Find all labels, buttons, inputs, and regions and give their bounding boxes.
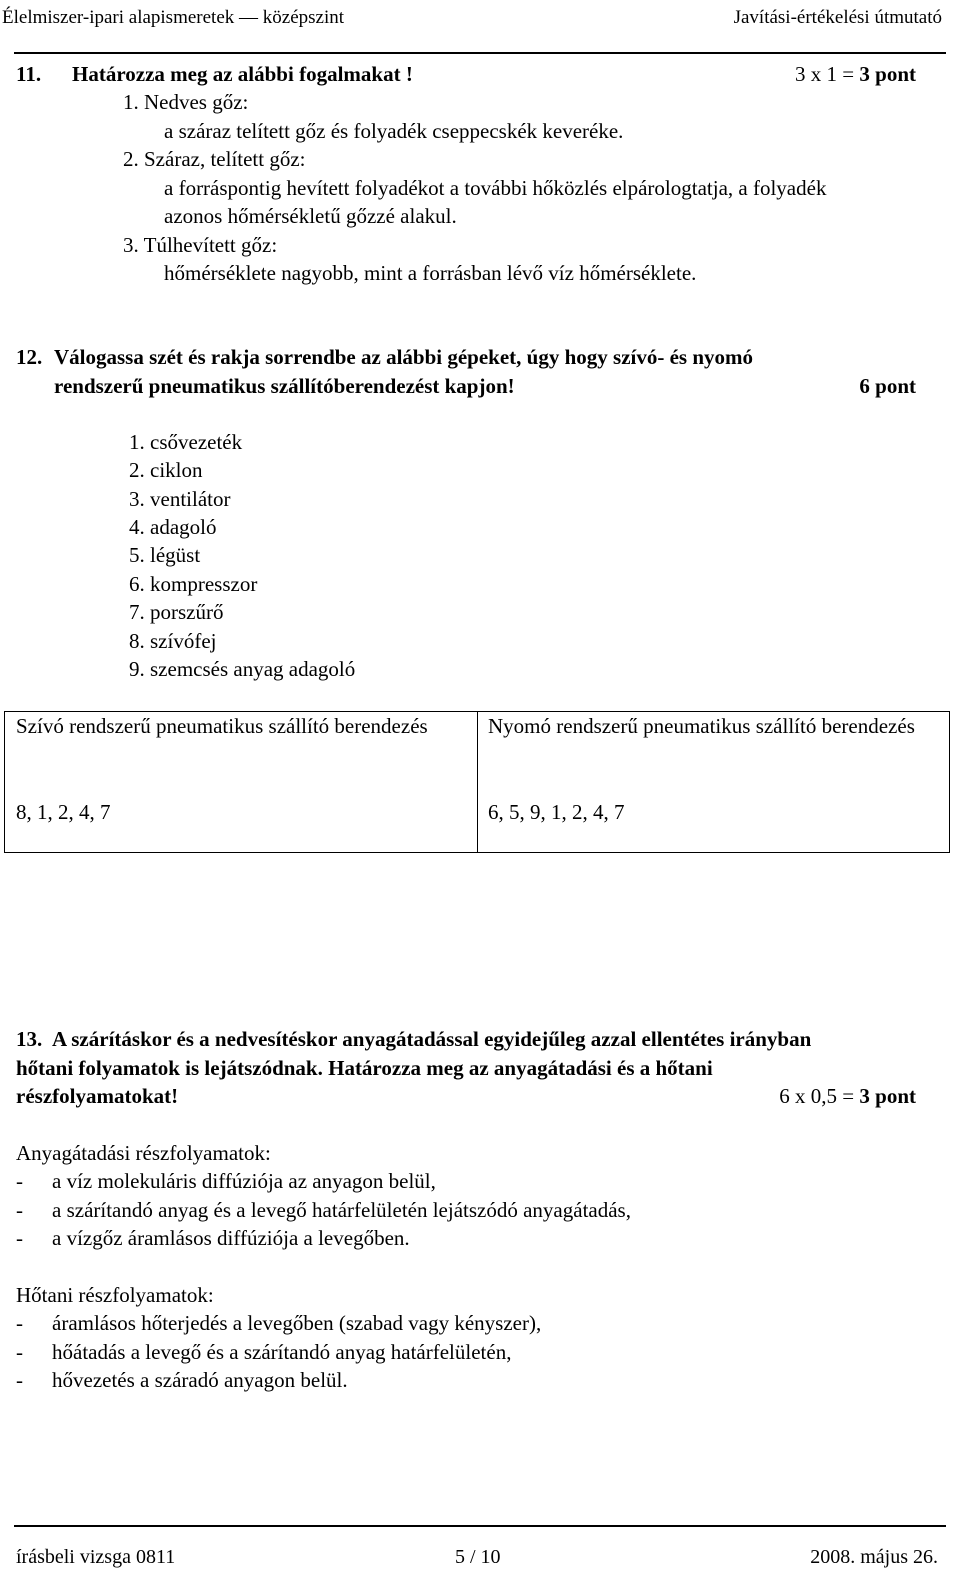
q13-mass-transfer-title: Anyagátadási részfolyamatok: [16,1141,271,1165]
q12-item: 1. csővezeték [129,430,243,454]
q11-title: Határozza meg az alábbi fogalmakat ! [72,62,413,86]
q13-line-2: hőtani folyamatok is lejátszódnak. Határozza meg az anyagátadási és a hőtani [16,1056,713,1080]
q13-number: 13. [16,1027,43,1051]
q13-mass-item: a szárítandó anyag és a levegő határfelületén lejátszódó anyagátadás, [52,1198,631,1222]
q13-heat-item: áramlásos hőterjedés a levegőben (szabad vagy kényszer), [52,1311,542,1335]
table-value-pressure: 6, 5, 9, 1, 2, 4, 7 [488,800,625,824]
list-dash: - [16,1198,23,1222]
q13-mass-item: a víz molekuláris diffúziója az anyagon belül, [52,1169,436,1193]
header-left: Élelmiszer-ipari alapismeretek — középszint [2,7,345,28]
q12-item: 5. légüst [129,543,201,567]
list-dash: - [16,1340,23,1364]
q12-item: 9. szemcsés anyag adagoló [129,657,356,681]
q12-item: 3. ventilátor [129,487,231,511]
q12-item: 4. adagoló [129,515,217,539]
q11-item-1-label: 1. Nedves gőz: [123,90,249,114]
table-header-suction: Szívó rendszerű pneumatikus szállító berendezés [16,714,428,738]
q12-line-1: Válogassa szét és rakja sorrendbe az alábbi gépeket, úgy hogy szívó- és nyomó [54,345,754,369]
q12-line-2: rendszerű pneumatikus szállítóberendezést kapjon! [54,374,515,398]
list-dash: - [16,1311,23,1335]
q12-item: 7. porszűrő [129,600,224,624]
table-column-divider [477,712,478,852]
list-dash: - [16,1368,23,1392]
table-value-suction: 8, 1, 2, 4, 7 [16,800,111,824]
q12-item: 2. ciklon [129,458,203,482]
footer-rule [14,1525,946,1527]
q11-number: 11. [16,62,42,86]
q12-item: 8. szívófej [129,629,217,653]
table-header-pressure: Nyomó rendszerű pneumatikus szállító berendezés [488,714,915,738]
header-rule [14,52,946,54]
q13-line-1: A szárításkor és a nedvesítéskor anyagátadással egyidejűleg azzal ellentétes irányban [52,1027,812,1051]
q12-item: 6. kompresszor [129,572,258,596]
q13-mass-item: a vízgőz áramlásos diffúziója a levegőben. [52,1226,410,1250]
q13-line-3: részfolyamatokat! [16,1084,179,1108]
header-right: Javítási-értékelési útmutató [733,7,942,28]
list-dash: - [16,1169,23,1193]
q13-heat-title: Hőtani részfolyamatok: [16,1283,214,1307]
q13-heat-item: hővezetés a száradó anyagon belül. [52,1368,348,1392]
answer-table [4,711,950,853]
q11-item-1-definition: a száraz telített gőz és folyadék cseppecskék keveréke. [164,119,624,143]
q11-item-2-definition-line-2: azonos hőmérsékletű gőzzé alakul. [164,204,457,228]
footer-date: 2008. május 26. [810,1546,938,1568]
list-dash: - [16,1226,23,1250]
q12-points: 6 pont [859,374,916,398]
q13-points: 6 x 0,5 = 3 pont [779,1084,916,1108]
footer-page-number: 5 / 10 [455,1546,501,1568]
q11-item-2-definition-line-1: a forráspontig hevített folyadékot a további hőközlés elpárologtatja, a folyadék [164,176,827,200]
q11-item-3-definition: hőmérséklete nagyobb, mint a forrásban lévő víz hőmérséklete. [164,261,697,285]
q11-item-3-label: 3. Túlhevített gőz: [123,233,278,257]
q11-points: 3 x 1 = 3 pont [795,62,916,86]
q11-item-2-label: 2. Száraz, telített gőz: [123,147,306,171]
footer-left: írásbeli vizsga 0811 [16,1546,176,1568]
q12-number: 12. [16,345,43,369]
q13-heat-item: hőátadás a levegő és a szárítandó anyag határfelületén, [52,1340,512,1364]
